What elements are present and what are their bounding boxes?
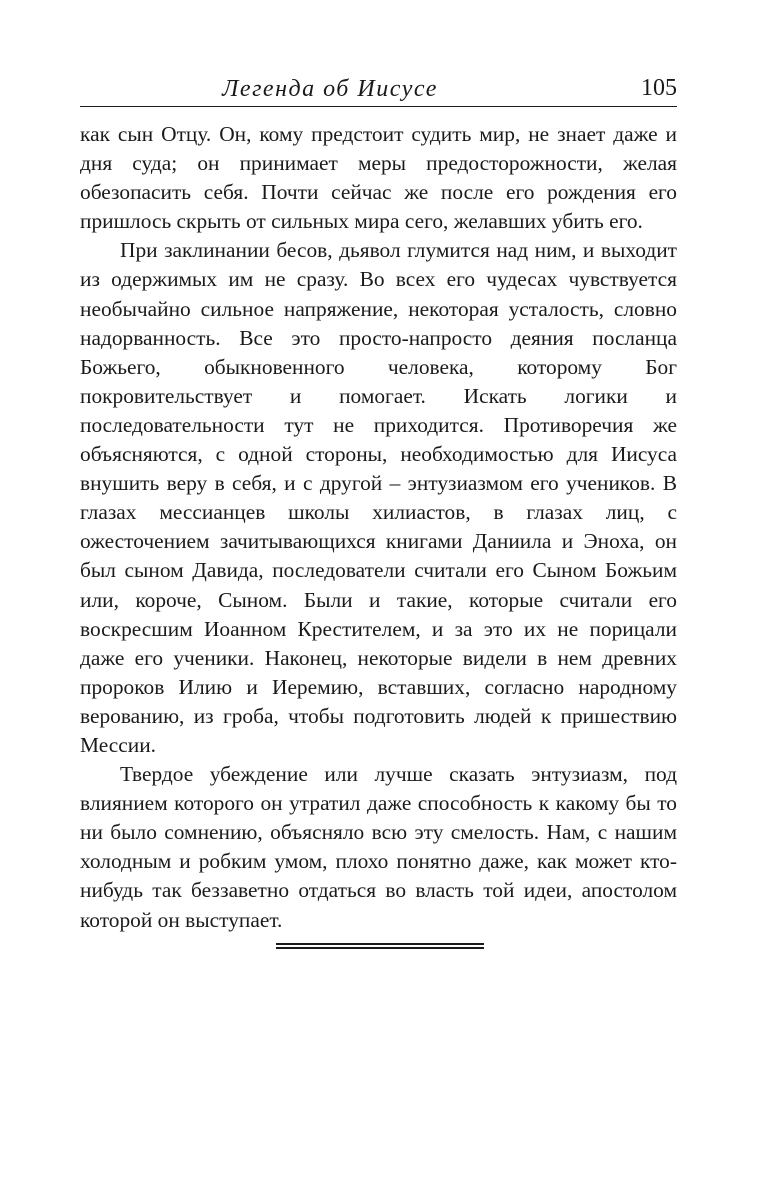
rule-line-top [276, 943, 484, 945]
paragraph-3: Твердое убеждение или лучше сказать энтузиазм, под влиянием которого он утратил даже способность к какому бы то ни было сомнению, объясняло всю эту смелость. Нам, с нашим холодным и робким умом, плохо понятно даже, как может кто-нибудь так беззаветно отдаться во власть той идеи, апостолом которой он выступает. [80, 762, 677, 932]
paragraph-1: как сын Отцу. Он, кому предстоит судить мир, не знает даже и дня суда; он принимает меры предосторожности, желая обезопасить себя. Почти сейчас же после его рождения его пришлось скрыть от сильных мира сего, желавших убить его. [80, 122, 677, 234]
book-page [80, 0, 677, 1200]
body-text [80, 120, 677, 935]
section-end-rule [276, 943, 484, 949]
rule-line-bottom [276, 947, 484, 949]
page-number: 105 [641, 75, 677, 101]
running-title: Легенда об Иисусе [222, 76, 438, 102]
running-header [80, 74, 677, 107]
paragraph-2: При заклинании бесов, дьявол глумится над ним, и выходит из одержимых им не сразу. Во всех его чудесах чувствуется необычайно сильное напряжение, некоторая усталость, словно надорванность. Все это просто-напросто деяния посланца Божьего, обыкновенного человека, которому Бог покровительствует и помогает. Искать логики и последовательности тут не приходится. Противоречия же объясняются, с одной стороны, необходимостью для Иисуса внушить веру в себя, и с другой – энтузиазмом его учеников. В глазах мессианцев школы хилиастов, в глазах лиц, с ожесточением зачитывающихся книгами Даниила и Эноха, он был сыном Давида, последователи считали его Сыном Божьим или, короче, Сыном. Были и такие, которые считали его воскресшим Иоанном Крестителем, и за это их не порицали даже его ученики. Наконец, некоторые видели в нем древних пророков Илию и Иеремию, вставших, согласно народному верованию, из гроба, чтобы подготовить людей к пришествию Мессии. [80, 238, 677, 757]
